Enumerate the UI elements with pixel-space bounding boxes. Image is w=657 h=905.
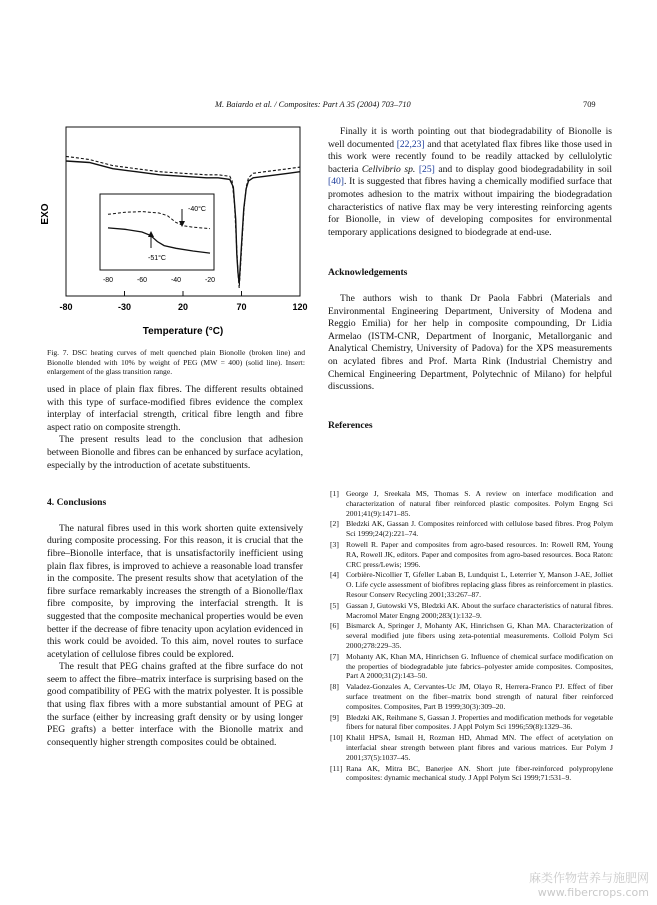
x-tick-label: 120 [292, 302, 308, 312]
reference-item [330, 519, 613, 539]
reference-number: [4] [330, 570, 339, 580]
reference-text: Bledzki AK, Reihmane S, Gassan J. Properties and modification methods for vegetable fibers for natural fiber composites. J Appl Polym Sci 1996;59(8):1329–36. [346, 712, 613, 732]
reference-item [330, 652, 613, 681]
reference-item [330, 570, 613, 599]
inset-x-tick-label: -60 [136, 277, 148, 284]
section-heading-conclusions: 4. Conclusions [47, 497, 107, 509]
watermark-chinese: 麻类作物营养与施肥网 [528, 871, 649, 885]
section-heading-acknowledgements: Acknowledgements [328, 267, 408, 279]
text-run: and to display good biodegradability in soil [434, 163, 612, 175]
species-name: Cellvibrio sp. [361, 163, 416, 175]
section-heading-references: References [328, 419, 373, 431]
reference-item [330, 540, 613, 569]
paragraph-biodegradability [328, 126, 612, 239]
reference-item [330, 621, 613, 650]
reference-number: [1] [330, 489, 339, 498]
reference-item [330, 489, 613, 518]
text-run: Finally it is worth pointing out that biodegradability of Bionolle is well documented [328, 126, 612, 150]
paragraph: The present results lead to the conclusion that adhesion between Bionolle and fibres can be enhanced by surface acylation, especially by the introduction of acetate substituents. [47, 434, 303, 471]
watermark-url: www.fibercrops.com [537, 886, 649, 899]
reference-text: Mohanty AK, Khan MA, Hinrichsen G. Influence of chemical surface modification on the properties of biodegradable jute fabrics–polyester amide composites. Composites, Part A 2000;31(2):143–50. [346, 651, 613, 681]
reference-item [330, 682, 613, 711]
paragraph-acknowledgements: The authors wish to thank Dr Paola Fabbri (Materials and Environmental Engineering Department, University of Modena and Reggio Emilia) for her help in composite compounding, Dr Lidia Armelao (ISTM-CNR, Department of Inorganic, Metallorganic and Analytical Chemistry, University of Padova) for the XPS measurements on acylated fibres and Prof. Marta Rink (Industrial Chemistry and Chemical Engineering Department, Polytechnic of Milano) for helpful discussions. [328, 292, 612, 393]
reference-number: [6] [330, 621, 339, 631]
x-tick-label: -30 [117, 302, 132, 312]
paragraph: used in place of plain flax fibres. The different results obtained with this type of surface-modified fibres evidence the complex interplay of interfacial strength, critical fibre length and fibre aspect ratio on composite strength. [47, 384, 303, 433]
text-run: . It is suggested that fibres having a chemically modified surface that promotes adhesion to the matrix without impairing the biodegradation characteristics of native flax may be very interesting reinforcing agents for Bionolle, in view of developing composites for environmental temporary applications designed to biodegrade at end-use. [328, 176, 612, 238]
annotation-51c: -51°C [148, 255, 166, 262]
right-column [328, 126, 612, 432]
reference-number: [10] [330, 733, 343, 743]
reference-item [330, 601, 613, 621]
reference-number: [9] [330, 712, 339, 722]
reference-list [330, 489, 613, 784]
reference-number: [3] [330, 539, 339, 549]
reference-number: [11] [330, 763, 343, 773]
reference-text: Bismarck A, Springer J, Mohanty AK, Hinrichsen G, Khan MA. Characterization of several modified jute fibers using zeta-potential measurements. Colloid Polym Sci 2000;278:229–35. [346, 621, 613, 650]
reference-number: [8] [330, 682, 339, 692]
text-run: and that acetylated flax fibres like those used in this work were recently found to be readily attacked by cellulolytic bacteria [328, 138, 612, 175]
journal-citation: M. Baiardo et al. / Composites: Part A 35 (2004) 703–710 [215, 100, 411, 109]
citation-link[interactable]: [22,23] [396, 138, 425, 150]
x-axis-label: Temperature (°C) [142, 326, 224, 337]
figure-caption: Fig. 7. DSC heating curves of melt quenched plain Bionolle (broken line) and Bionolle blended with 10% by weight of PEG (MW = 400) (solid line). Insert: enlargement of the glass transition range. [47, 348, 305, 377]
citation-link[interactable]: [25] [418, 163, 435, 175]
reference-item [330, 764, 613, 784]
reference-text: Corbière-Nicollier T, Gfeller Laban B, Lundquist L, Leterrier Y, Manson J-AE, Jolliet O. Life cycle assessment of biofibres replacing glass fibres as reinforcement in plastics. Resour Conserv Recycling 2001;33:267–87. [346, 570, 613, 599]
citation-link[interactable]: [40] [328, 176, 344, 188]
reference-item [330, 733, 613, 762]
reference-text: George J, Sreekala MS, Thomas S. A review on interface modification and characterization of natural fiber reinforced plastic composites. Polym Engng Sci 2001;41(9):1471–85. [346, 489, 613, 518]
left-column [47, 384, 303, 749]
paragraph: The result that PEG chains grafted at the fibre surface do not seem to affect the fibre–matrix interface is surprising based on the good compatibility of PEG with the matrix polyester. It is possible that using flax fibres with a more substantial amount of PEG at the surface (either by increasing graft density or by using longer PEG grafts) a better interface with the Bionolle matrix and consequently higher strength composites could be obtained. [47, 661, 303, 748]
dsc-chart [30, 122, 310, 344]
page-number: 709 [583, 100, 596, 109]
reference-text: Khalil HPSA, Ismail H, Rozman HD, Ahmad MN. The effect of acetylation on interfacial shear strength between plant fibres and various matrices. Eur Polym J 2001;37(5):1037–45. [346, 733, 613, 762]
annotation-40c: -40°C [188, 206, 206, 213]
reference-text: Rowell R. Paper and composites from agro-based resources. In: Rowell RM, Young RA, Rowell JK, editors. Paper and composites from agro-based resources. Boca Raton: CRC press/Lewis; 1996. [346, 539, 613, 569]
x-tick-label: 70 [236, 302, 247, 312]
reference-text: Bledzki AK, Gassan J. Composites reinforced with cellulose based fibres. Prog Polym Sci 1999;24(2):221–74. [346, 519, 613, 539]
reference-number: [7] [330, 651, 339, 661]
y-axis-label: EXO [40, 203, 51, 225]
paragraph: The natural fibres used in this work shorten quite extensively during composite processing. For this reason, it is crucial that the fibre–Bionolle interface, that is unsatisfactorily inefficient using plain flax fibres, is improved to achieve a reasonable load transfer in the composite. The present results show that acetylation of the fibre surface remarkably increases the strength of a Bionolle/flax fibre composite, by improving the interfacial strength. It is suggested that the composite mechanical properties would be even better if the decrease of fibre tenacity upon acylation evidenced in this work could be avoided. To this aim, novel routes to surface acetylation of cellulose fibres could be explored. [47, 522, 303, 660]
running-header [0, 100, 657, 114]
reference-number: [5] [330, 600, 339, 610]
x-tick-label: -80 [59, 302, 73, 312]
reference-text: Rana AK, Mitra BC, Banerjee AN. Short jute fiber-reinforced polypropylene composites: dynamic mechanical study. J Appl Polym Sci 1999;71:531–9. [346, 763, 613, 783]
inset-x-tick-label: -20 [204, 277, 216, 284]
inset-x-tick-label: -80 [102, 277, 114, 284]
reference-text: Valadez-Gonzales A, Cervantes-Uc JM, Olayo R, Herrera-Franco PJ. Effect of fiber surface treatment on the fiber–matrix bond strength of natural fiber reinforced composites. Composites, Part B 1999;30(3):309–20. [346, 682, 613, 711]
watermark [529, 869, 649, 899]
reference-text: Gassan J, Gutowski VS, Bledzki AK. About the surface characteristics of natural fibres. Macromol Mater Engng 2000;283(1):132–9. [346, 600, 613, 620]
reference-number: [2] [330, 519, 339, 529]
inset-x-tick-label: -40 [170, 277, 182, 284]
reference-item [330, 713, 613, 733]
x-tick-label: 20 [177, 302, 189, 312]
